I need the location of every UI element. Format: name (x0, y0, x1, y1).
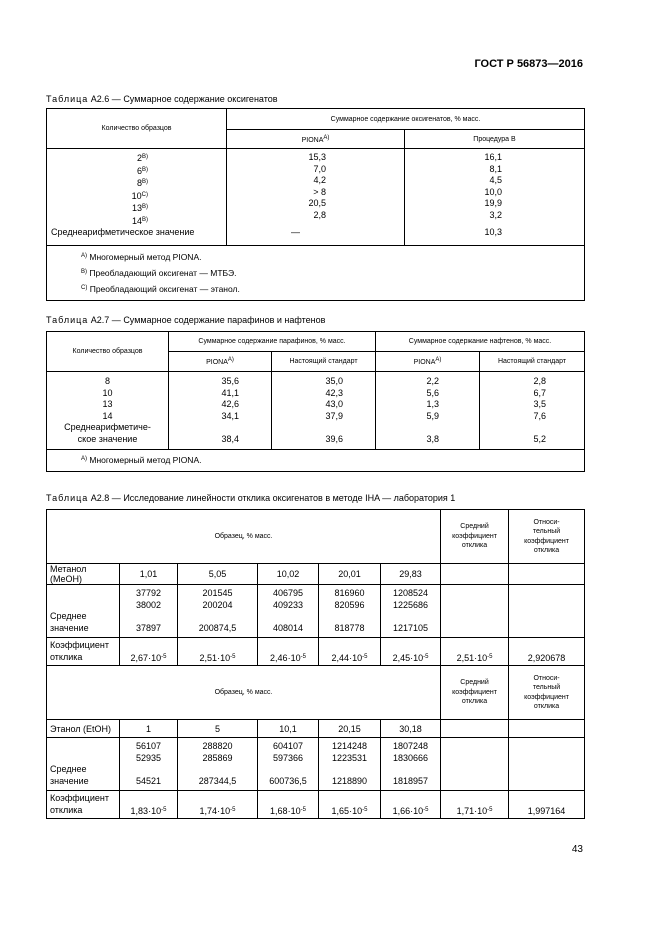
sample-count-cell: $13^{B)}$ (131, 203, 148, 213)
concentration-cell: 5,05 (178, 564, 258, 585)
compound-name: Метанол (MeOH) (47, 564, 120, 585)
piona-value: 4,2 (313, 175, 326, 185)
concentration-row (47, 720, 585, 738)
coefficient-row: Коэффициент отклика $2,67\cdot 10^{-5}$ $2,51\cdot 10^{-5}$ $2,46\cdot 10^{-5}$ $2,44\cdot 10^{-5}$ $2,45\cdot 10^{-5}$ $2,51\cdot 10^{-5}$ 2,920678 (47, 638, 585, 666)
sample-count-cell: $8^{B)}$ (136, 178, 148, 188)
concentration-cell: 30,18 (381, 720, 441, 738)
replicate-value: 285869 (202, 752, 233, 763)
coefficient-cell: $2,44\cdot 10^{-5}$ (319, 638, 381, 666)
group-naphthenes: Суммарное содержание нафтенов, % масс. (376, 332, 585, 352)
coefficient-cell: $1,65\cdot 10^{-5}$ (319, 791, 381, 819)
col-relative-coefficient: Относи- тельный коэффициент отклика (509, 666, 585, 720)
coefficient-cell: $1,74\cdot 10^{-5}$ (178, 791, 258, 819)
relative-coefficient-cell: 1,997164 (509, 791, 585, 819)
mean-value: 287344,5 (198, 775, 237, 786)
col-piona: $PIONA^{A)}$ (227, 130, 405, 149)
mean-value: 408014 (272, 622, 304, 633)
table-row (47, 149, 585, 228)
piona-value: 15,3 (308, 152, 326, 162)
replicate-value: 1807248 (392, 741, 429, 751)
col-sample-count: Количество образцов (47, 332, 169, 372)
replicate-value: 604107 (272, 741, 304, 751)
col-average-coefficient: Средний коэффициент отклика (441, 510, 509, 564)
group-paraffins: Суммарное содержание парафинов, % масс. (169, 332, 376, 352)
piona-value: 2,8 (313, 209, 326, 220)
compound-name: Этанол (EtOH) (47, 720, 120, 738)
sample-count-cell: $2^{B)}$ (136, 153, 148, 163)
replicate-value: 201545 (202, 588, 233, 598)
replicate-value: 1225686 (392, 599, 429, 610)
replicate-value: 406795 (272, 588, 304, 598)
piona-value: 20,5 (308, 198, 326, 208)
sample-count-cell: $6^{B)}$ (136, 165, 148, 176)
replicate-value: 820596 (334, 599, 365, 610)
col-this-standard: Настоящий стандарт (272, 352, 376, 372)
average-coefficient-cell: $2,51\cdot 10^{-5}$ (441, 638, 509, 666)
procedure-b-value: 4,5 (489, 175, 502, 185)
col-piona: $PIONA^{A)}$ (169, 352, 272, 372)
table-header-row (47, 510, 585, 564)
mean-value: 200874,5 (198, 622, 237, 633)
concentration-cell: 10,02 (258, 564, 319, 585)
col-sample: Образец, % масс. (47, 510, 441, 564)
table-row: Среднее значение 37792 38002 37897 201545 200204 200874,5 406795 409233 408014 816960 820596 818778 1208524 1225686 1217105 (47, 585, 585, 638)
document-header: ГОСТ Р 56873—2016 (474, 58, 583, 70)
col-average-coefficient: Средний коэффициент отклика (441, 666, 509, 720)
footnote: $^{A)}$ Многомерный метод PIONA. (81, 251, 202, 262)
notes-row (47, 245, 585, 300)
procedure-b-value: 3,2 (489, 209, 502, 220)
concentration-cell: 1 (120, 720, 178, 738)
col-procedure-b: Процедура B (405, 130, 585, 149)
coefficient-cell: $1,83\cdot 10^{-5}$ (120, 791, 178, 819)
replicate-value: 37792 (135, 588, 162, 598)
notes-row (47, 450, 585, 472)
coefficient-cell: $2,51\cdot 10^{-5}$ (178, 638, 258, 666)
col-relative-coefficient: Относи- тельный коэффициент отклика (509, 510, 585, 564)
procedure-b-value: 10,0 (484, 186, 502, 197)
mean-value: 37897 (135, 622, 162, 633)
replicate-value: 288820 (202, 741, 233, 751)
concentration-cell: 29,83 (381, 564, 441, 585)
replicate-value: 52935 (135, 752, 162, 763)
procedure-b-value: 19,9 (484, 198, 502, 208)
replicate-value: 56107 (135, 741, 162, 751)
procedure-b-value: 8,1 (489, 163, 502, 174)
footnote: $^{B)}$ Преобладающий оксигенат — МТБЭ. (81, 267, 237, 278)
page-number: 43 (571, 844, 583, 855)
col-sample: Образец, % масс. (47, 666, 441, 720)
coefficient-cell: $2,45\cdot 10^{-5}$ (381, 638, 441, 666)
table-a28 (46, 509, 585, 819)
mean-value: 54521 (135, 775, 162, 786)
replicate-value: 200204 (202, 599, 233, 610)
footnote: $^{C)}$ Преобладающий оксигенат — этанол. (81, 283, 240, 294)
mean-value: 1818957 (392, 775, 429, 786)
concentration-cell: 10,1 (258, 720, 319, 738)
mean-value: 1217105 (392, 622, 429, 633)
coefficient-cell: $1,66\cdot 10^{-5}$ (381, 791, 441, 819)
piona-value: > 8 (313, 186, 326, 197)
table-a27-caption: Таблица А2.7 — Суммарное содержание парафинов и нафтенов (46, 315, 326, 325)
piona-value: 7,0 (313, 163, 326, 174)
col-sample-count: Количество образцов (47, 109, 227, 149)
replicate-value: 38002 (135, 599, 162, 610)
concentration-cell: 1,01 (120, 564, 178, 585)
average-coefficient-cell: $1,71\cdot 10^{-5}$ (441, 791, 509, 819)
footnote: $^{A)}$ Многомерный метод PIONA. (81, 455, 202, 465)
col-piona: $PIONA^{A)}$ (376, 352, 480, 372)
sample-count-cell: $14^{B)}$ (131, 215, 148, 226)
relative-coefficient-cell: 2,920678 (509, 638, 585, 666)
table-a26-caption: Таблица А2.6 — Суммарное содержание оксигенатов (46, 94, 278, 104)
concentration-cell: 20,01 (319, 564, 381, 585)
replicate-value: 597366 (272, 752, 304, 763)
table-a26 (46, 108, 585, 301)
group-oxygenates: Суммарное содержание оксигенатов, % масс. (227, 109, 585, 130)
table-row: Среднее значение 56107 52935 54521 288820 285869 287344,5 604107 597366 600736,5 1214248 1223531 1218890 1807248 1830666 1818957 (47, 738, 585, 791)
replicate-value: 409233 (272, 599, 304, 610)
replicate-value: 1223531 (331, 752, 368, 763)
col-this-standard: Настоящий стандарт (480, 352, 585, 372)
procedure-b-value: 16,1 (484, 152, 502, 162)
mean-value: 1218890 (331, 775, 368, 786)
table-row: 8 10 13 14 Среднеарифметиче- ское значение 35,6 41,1 42,6 34,1 38,4 35,0 42,3 43,0 37,9 39,6 2,2 5,6 1,3 5,9 3,8 2,8 6,7 3,5 7,6 5,2 (47, 372, 585, 450)
table-a28-caption: Таблица А2.8 — Исследование линейности отклика оксигенатов в методе IHA — лаборатория 1 (46, 493, 456, 503)
concentration-cell: 5 (178, 720, 258, 738)
coefficient-cell: $1,68\cdot 10^{-5}$ (258, 791, 319, 819)
mean-value: 600736,5 (269, 775, 307, 786)
coefficient-row: Коэффициент отклика $1,83\cdot 10^{-5}$ $1,74\cdot 10^{-5}$ $1,68\cdot 10^{-5}$ $1,65\cdot 10^{-5}$ $1,66\cdot 10^{-5}$ $1,71\cdot 10^{-5}$ 1,997164 (47, 791, 585, 819)
replicate-value: 1830666 (392, 752, 429, 763)
table-header-row (47, 666, 585, 720)
sample-count-cell: $10^{C)}$ (131, 190, 148, 201)
coefficient-cell: $2,46\cdot 10^{-5}$ (258, 638, 319, 666)
mean-value: 818778 (334, 622, 365, 633)
replicate-value: 1208524 (392, 588, 429, 598)
replicate-value: 1214248 (331, 741, 368, 751)
table-a27 (46, 331, 585, 472)
coefficient-cell: $2,67\cdot 10^{-5}$ (120, 638, 178, 666)
replicate-value: 816960 (334, 588, 365, 598)
concentration-row (47, 564, 585, 585)
concentration-cell: 20,15 (319, 720, 381, 738)
average-row: Среднеарифметическое значение — 10,3 (47, 227, 585, 245)
